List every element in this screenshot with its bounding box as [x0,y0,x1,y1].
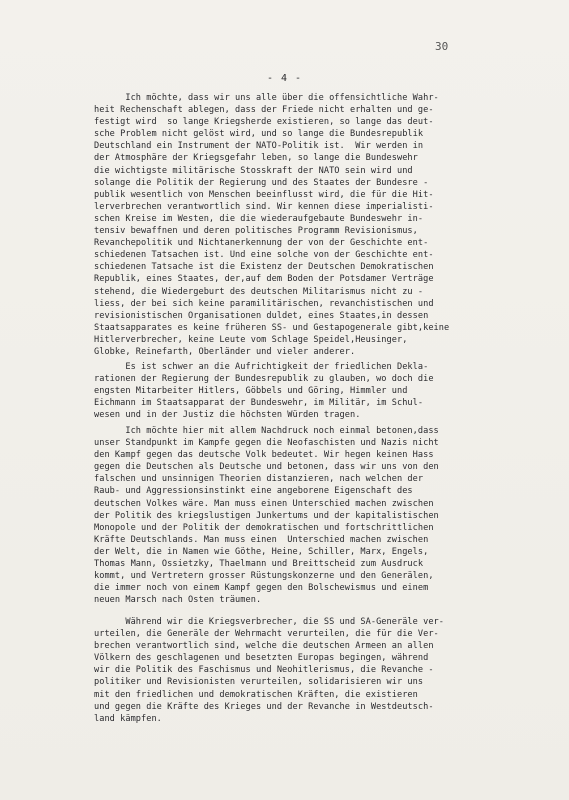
text-line: Während wir die Kriegsverbrecher, die SS und SA-Generäle ver- [94,617,444,627]
text-line: Kräfte Deutschlands. Man muss einen Unterschied machen zwischen [94,534,429,545]
text-line: der Atmosphäre der Kriegsgefahr leben, so lange die Bundeswehr [94,153,418,164]
text-line: Staatsapparates es keine früheren SS- und Gestapogenerale gibt,keine [94,322,450,333]
text-line: Raub- und Aggressionsinstinkt eine angeborene Eigenschaft des [94,486,413,497]
text-line: Thomas Mann, Ossietzky, Thaelmann und Breittscheid zum Ausdruck [94,559,424,570]
text-line: liess, der bei sich keine paramilitärischen, revanchistischen und [94,298,434,309]
paragraph-1 [94,92,524,358]
folio-number: 30 [435,40,449,53]
text-line: rationen der Regierung der Bundesrepublik zu glauben, wo doch die [94,374,434,385]
text-line: Revanchepolitik und Nichtanerkennung der von der Geschichte ent- [94,238,429,249]
text-line: solange die Politik der Regierung und des Staates der Bundesre - [94,177,429,188]
text-line: Monopole und der Politik der demokratischen und fortschrittlichen [94,522,434,533]
text-line: die wichtigste militärische Stosskraft der NATO sein wird und [94,165,413,176]
text-line: stehend, die Wiedergeburt des deutschen Militarismus nicht zu - [94,286,424,297]
page-number: - 4 - [266,73,303,84]
text-line: urteilen, die Generäle der Wehrmacht verurteilen, die für die Ver- [94,629,439,640]
text-line: Ich möchte hier mit allem Nachdruck noch einmal betonen,dass [94,426,439,436]
text-line: falschen und unsinnigen Theorien distanzieren, nach welchen der [94,474,424,485]
text-line: engsten Mitarbeiter Hitlers, Göbbels und Göring, Himmler und [94,386,408,397]
text-line: Hitlerverbrecher, keine Leute vom Schlage Speidel,Heusinger, [94,334,408,345]
text-line: Globke, Reinefarth, Oberländer und vieler anderer. [94,346,356,357]
text-line: publik wesentlich von Menschen beeinflusst wird, die für die Hit- [94,189,434,200]
text-line: gegen die Deutschen als Deutsche und betonen, dass wir uns von den [94,462,439,473]
text-line: sche Problem nicht gelöst wird, und so lange die Bundesrepublik [94,129,424,140]
text-line: tensiv bewaffnen und deren politisches Programm Revisionismus, [94,226,418,237]
paragraph-3 [94,425,524,606]
text-line: unser Standpunkt im Kampfe gegen die Neofaschisten und Nazis nicht [94,438,439,449]
text-line: lerverbrechen verantwortlich sind. Wir kennen diese imperialisti- [94,201,434,212]
text-line: deutschen Volkes wäre. Man muss einen Unterschied machen zwischen [94,498,434,509]
paragraph-2 [94,361,524,421]
text-line: wesen und in der Justiz die höchsten Würden tragen. [94,410,361,421]
text-line: Völkern des geschlagenen und besetzten Europas begingen, während [94,653,429,664]
text-line: schiedenen Tatsache ist die Existenz der Deutschen Demokratischen [94,262,434,273]
text-line: die immer noch von einem Kampf gegen den Bolschewismus und einem [94,583,429,594]
text-line: der Welt, die in Namen wie Göthe, Heine, Schiller, Marx, Engels, [94,546,429,557]
text-line: festigt wird so lange Kriegsherde existieren, so lange das deut- [94,117,434,128]
text-line: wir die Politik des Faschismus und Neohitlerismus, die Revanche - [94,665,434,676]
text-line: revisionistischen Organisationen duldet, eines Staates,in dessen [94,310,429,321]
text-line: politiker und Revisionisten verurteilen, solidarisieren wir uns [94,677,424,688]
text-line: kommt, und Vertretern grosser Rüstungskonzerne und den Generälen, [94,571,434,582]
text-line: neuen Marsch nach Osten träumen. [94,595,262,606]
text-line: schiedenen Tatsachen ist. Und eine solche von der Geschichte ent- [94,250,434,261]
text-line: Deutschland ein Instrument der NATO-Politik ist. Wir werden in [94,141,424,152]
text-line: Ich möchte, dass wir uns alle über die offensichtliche Wahr- [94,93,439,103]
text-line: den Kampf gegen das deutsche Volk bedeutet. Wir hegen keinen Hass [94,450,434,461]
text-line: mit den friedlichen und demokratischen Kräften, die existieren [94,689,418,700]
text-line: brechen verantwortlich sind, welche die deutschen Armeen an allen [94,641,434,652]
text-line: Republik, eines Staates, der,auf dem Boden der Potsdamer Verträge [94,274,434,285]
paragraph-4 [94,616,524,725]
text-line: heit Rechenschaft ablegen, dass der Friede nicht erhalten und ge- [94,105,434,116]
text-line: Eichmann im Staatsapparat der Bundeswehr, im Militär, im Schul- [94,398,424,409]
text-line: und gegen die Kräfte des Krieges und der Revanche in Westdeutsch- [94,701,434,712]
text-line: Es ist schwer an die Aufrichtigkeit der friedlichen Dekla- [94,362,429,372]
text-line: schen Kreise im Westen, die die wiederaufgebaute Bundeswehr in- [94,213,424,224]
text-line: land kämpfen. [94,713,162,724]
text-line: der Politik des kriegslustigen Junkertums und der kapitalistischen [94,510,439,521]
